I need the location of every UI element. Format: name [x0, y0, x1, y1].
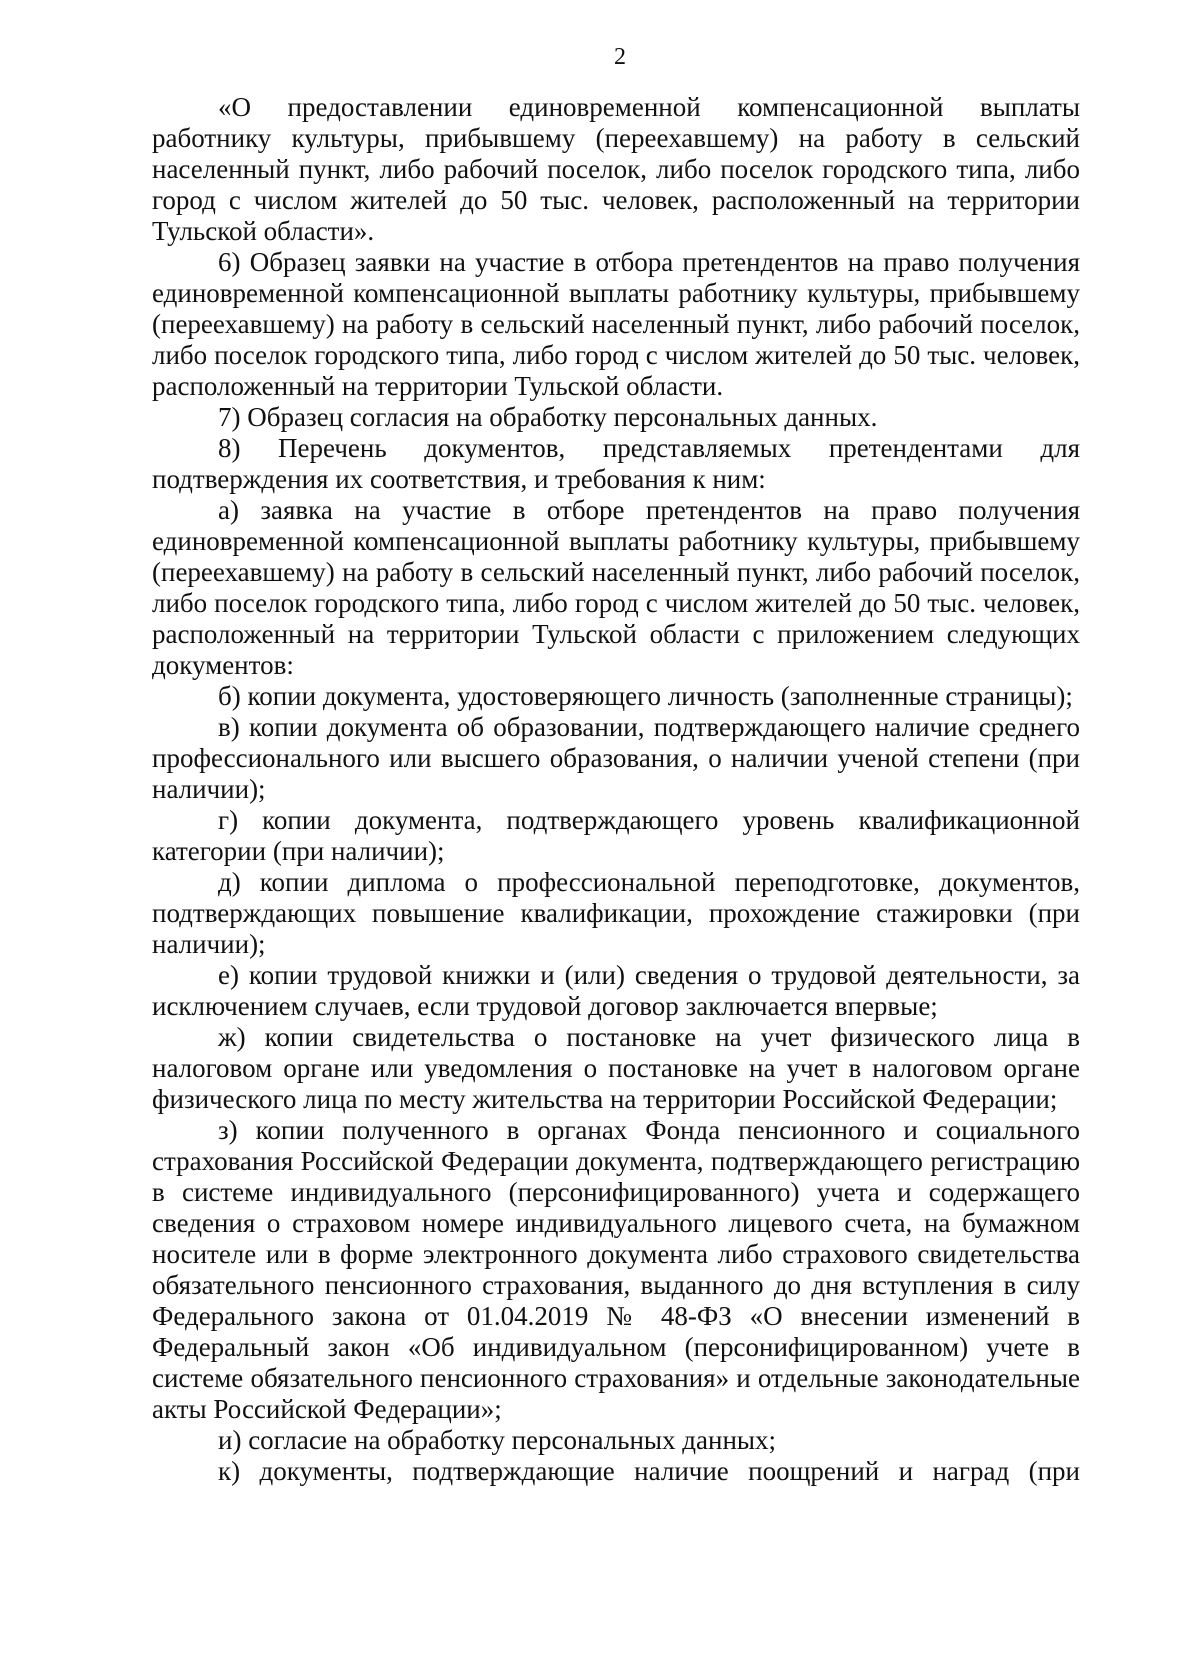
paragraph-subitem-d: д) копии диплома о профессиональной переподготовке, документов, подтверждающих повышение квалификации, прохождение стажировки (при наличии);: [152, 867, 1080, 959]
paragraph-subitem-b: б) копии документа, удостоверяющего личность (заполненные страницы);: [218, 681, 1073, 711]
paragraph-subitem-a: а) заявка на участие в отборе претендентов на право получения единовременной компенсационной выплаты работнику культуры, прибывшему (переехавшему) на работу в сельский населенный пункт, либо рабочий поселок, либо поселок городского типа, либо город с числом жителей до 50 тыс. человек, расположенный на территории Тульской области с приложением следующих документов:: [152, 495, 1080, 680]
paragraph-item-7: 7) Образец согласия на обработку персональных данных.: [218, 402, 878, 432]
paragraph-subitem-g: г) копии документа, подтверждающего уровень квалификационной категории (при наличии);: [152, 805, 1080, 866]
paragraph-subitem-e: е) копии трудовой книжки и (или) сведения о трудовой деятельности, за исключением случаев, если трудовой договор заключается впервые;: [152, 960, 1080, 1021]
paragraph-subitem-i: и) согласие на обработку персональных данных;: [218, 1425, 777, 1455]
paragraph-title-continuation: «О предоставлении единовременной компенсационной выплаты работнику культуры, прибывшему (переехавшему) на работу в сельский населенный пункт, либо рабочий поселок, либо поселок городского типа, либо город с числом жителей до 50 тыс. человек, расположенный на территории Тульской области».: [152, 92, 1080, 246]
page-number: 2: [614, 44, 626, 70]
paragraph-subitem-z: з) копии полученного в органах Фонда пенсионного и социального страхования Российской Федерации документа, подтверждающего регистрацию в системе индивидуального (персонифицированного) учета и содержащего сведения о страховом номере индивидуального лицевого счета, на бумажном носителе или в форме электронного документа либо страхового свидетельства обязательного пенсионного страхования, выданного до дня вступления в силу Федерального закона от 01.04.2019 № 48-ФЗ «О внесении изменений в Федеральный закон «Об индивидуальном (персонифицированном) учете в системе обязательного пенсионного страхования» и отдельные законодательные акты Российской Федерации»;: [152, 1115, 1080, 1424]
document-body: [152, 92, 1080, 1487]
paragraph-item-6: 6) Образец заявки на участие в отбора претендентов на право получения единовременной компенсационной выплаты работнику культуры, прибывшему (переехавшему) на работу в сельский населенный пункт, либо рабочий поселок, либо поселок городского типа, либо город с числом жителей до 50 тыс. человек, расположенный на территории Тульской области.: [152, 247, 1080, 401]
paragraph-subitem-zh: ж) копии свидетельства о постановке на учет физического лица в налоговом органе или уведомления о постановке на учет в налоговом органе физического лица по месту жительства на территории Российской Федерации;: [152, 1022, 1080, 1114]
paragraph-subitem-v: в) копии документа об образовании, подтверждающего наличие среднего профессионального или высшего образования, о наличии ученой степени (при наличии);: [152, 712, 1080, 804]
paragraph-item-8: 8) Перечень документов, представляемых претендентами для подтверждения их соответствия, и требования к ним:: [152, 433, 1080, 494]
paragraph-subitem-k: к) документы, подтверждающие наличие поощрений и наград (при: [218, 1456, 1080, 1486]
